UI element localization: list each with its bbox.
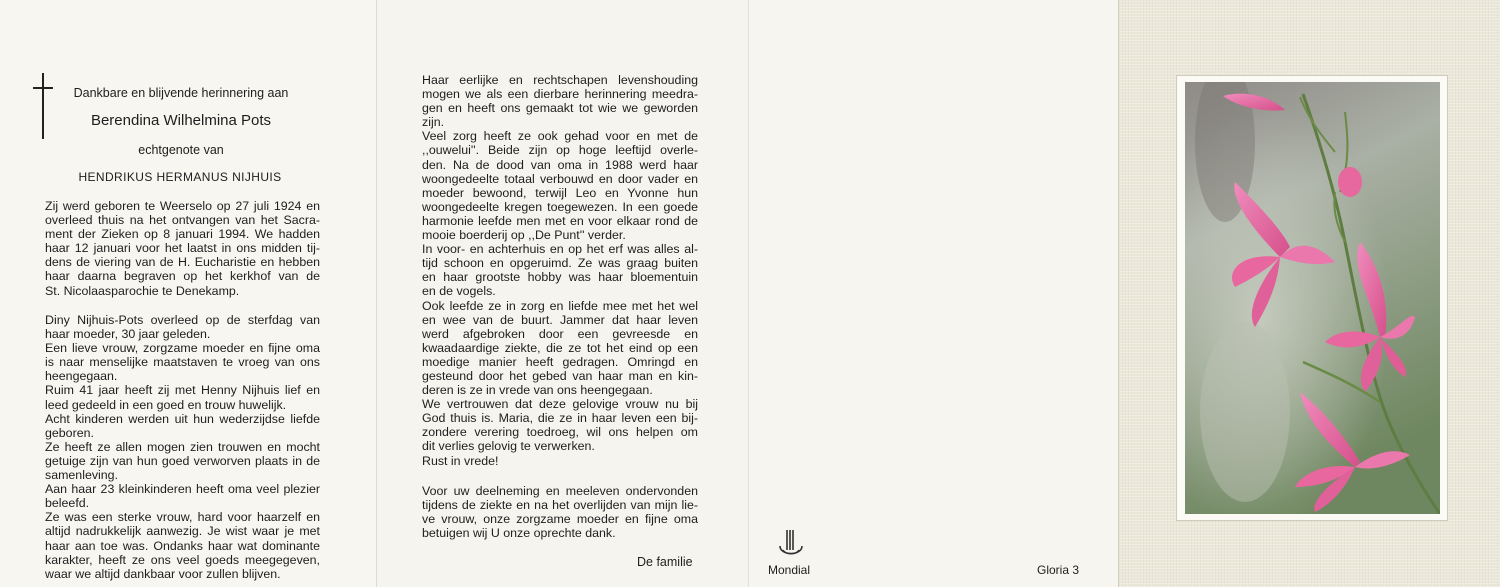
text-line: In voor- en achterhuis en op het erf was alles al- [422,242,698,257]
spouse-name: HENDRIKUS HERMANUS NIJHUIS [78,170,282,184]
text-line: dens de viering van de H. Eucharistie en hebben [45,255,320,270]
text-line: heengegaan. [45,369,118,384]
text-line: en de vogels. [422,284,496,299]
spouse-label: echtgenote van [138,143,224,157]
text-line: haar aan toe was. Ondanks haar wat dominante [45,538,320,553]
text-line: moedige manier heeft gedragen. Omringd en [422,354,698,369]
text-line: en haar grootste hobby was haar bloementuin [422,270,698,285]
text-line: tijdens de ziekte en na het overlijden van mijn lie- [422,498,698,513]
text-line: St. Nicolaasparochie te Denekamp. [45,283,240,298]
text-line: Voor uw deelneming en meeleven ondervonden [422,484,698,498]
photo-frame [1176,75,1448,521]
gladiolus-photo [1185,82,1440,514]
text-line: Ze was een sterke vrouw, hard voor haarzelf en [45,510,320,525]
text-line: beleefd. [45,496,90,511]
intro-line: Dankbare en blijvende herinnering aan [73,86,289,100]
text-line: tijd schoon en opgeruimd. Ze was graag buiten [422,256,698,271]
text-line: getuige zijn van hun goed verworven plaats in de [45,453,320,468]
text-line: gesteund door het gebed van haar man en kin- [422,368,698,383]
text-line: Ze heeft ze allen mogen zien trouwen en mocht [45,439,320,454]
biography-paragraph [45,199,320,298]
text-line: overleed thuis na het ontvangen van het Sacra- [45,213,320,228]
text-line: mogen we als een dierbare herinnering meedra- [422,87,698,102]
model-label: Gloria 3 [1037,563,1080,577]
text-line: zijn. [422,115,445,130]
cross-icon [42,73,44,139]
text-line: haar 12 januari voor het laatst in ons midden tij- [45,241,320,256]
mondial-logo-icon [777,528,805,560]
text-line: Ruim 41 jaar heeft zij met Henny Nijhuis lief en [45,383,320,398]
brand-label: Mondial [768,563,811,577]
text-line: moeder bewoond, terwijl Leo en Yvonne hun [422,185,698,200]
text-line: We vertrouwen dat deze gelovige vrouw nu bij [422,397,698,412]
text-line: Rust in vrede! [422,453,499,468]
text-line: deren is ze in vrede van ons heengegaan. [422,383,653,398]
text-line: Haar eerlijke en rechtschapen levenshouding [422,73,698,87]
text-line: Een lieve vrouw, zorgzame moeder en fijne oma [45,341,320,356]
text-line: ,,ouwelui''. Beide zijn op hoge leeftijd overle- [422,143,698,158]
text-line: harmonie leefde men met en voor elkaar rond de [422,213,698,228]
text-line: en wee van de buurt. Jammer dat haar leven [422,312,698,327]
text-line: den. Na de dood van oma in 1988 werd haar [422,157,698,172]
text-line: is naar menselijke maatstaven te vroeg van ons [45,355,320,370]
text-line: Veel zorg heeft ze ook gehad voor en met de [422,129,698,144]
text-line: haar daarna begraven op het kerkhof van de [45,269,320,284]
signature: De familie [637,555,693,569]
text-line: gen en heeft ons gemaakt tot wie we geworden [422,101,698,116]
text-line: geboren. [45,425,94,440]
cross-icon-bar [33,87,53,89]
text-line: werd afgebroken door een gevreesde en [422,326,698,341]
thanks-paragraph [422,484,698,540]
text-line: haar moeder, 30 jaar geleden. [45,327,211,342]
text-line: Acht kinderen werden uit hun wederzijdse liefde [45,411,320,426]
text-line: God thuis is. Maria, die ze in haar leven een bij- [422,411,698,426]
text-line: Ook leefde ze in zorg en liefde mee met het wel [422,298,698,313]
text-line: Aan haar 23 kleinkinderen heeft oma veel plezier [45,482,320,497]
text-line: samenleving. [45,468,119,483]
text-line: Zij werd geboren te Weerselo op 27 juli 1924 en [45,199,320,213]
text-line: mooie boerderij op ,,De Punt'' verder. [422,228,626,243]
text-line: kwaadaardige ziekte, die ze tot het eind op een [422,340,698,355]
text-line: woongedeelte kregen toegewezen. In een goede [422,199,698,214]
text-line: zondere verering toedroeg, wil ons helpen om [422,425,698,440]
text-line: dit verlies gelovig te verwerken. [422,439,595,454]
text-line: woongedeelte totaal verbouwd en door vader en [422,171,698,186]
text-line: ve vrouw, onze zorgzame moeder en fijne oma [422,512,698,527]
text-line: ment der Zieken op 8 januari 1994. We hadden [45,227,320,242]
text-line: waar we altijd dankbaar voor zullen blijven. [45,566,281,581]
text-line: leed gedeeld in een goed en trouw huwelijk. [45,397,287,412]
deceased-name: Berendina Wilhelmina Pots [90,112,272,129]
left-panel [0,0,376,587]
remembrance-paragraph [45,313,320,581]
text-line: Diny Nijhuis-Pots overleed op de sterfdag van [45,313,320,327]
life-story-paragraph [422,73,698,468]
text-line: karakter, heeft ze ons veel goeds meegegeven, [45,552,320,567]
back-panel [748,0,1118,587]
text-line: betuigen wij U onze oprechte dank. [422,526,616,541]
text-line: altijd nadrukkelijk aanwezig. Je wist waar je met [45,524,320,539]
